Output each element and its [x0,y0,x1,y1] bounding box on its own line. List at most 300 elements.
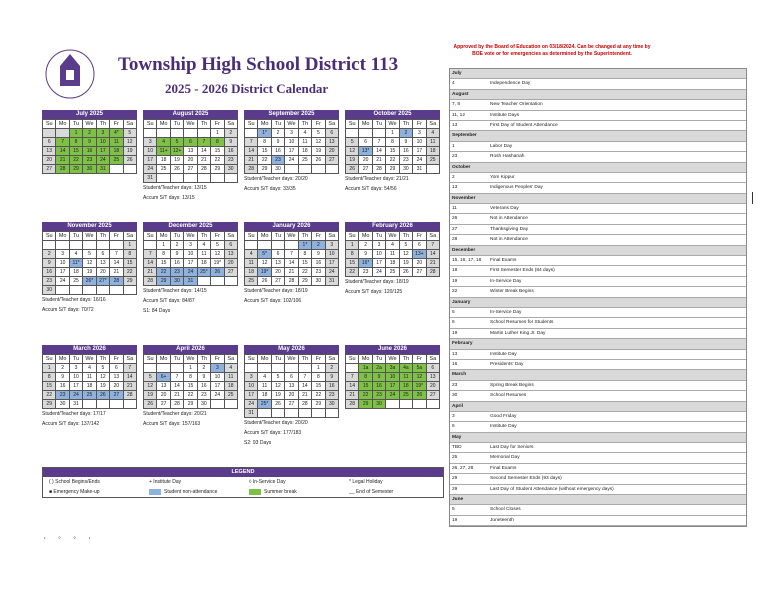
day-cell: 19 [346,156,359,165]
weekday-header: Mo [157,232,170,241]
day-cell: 7 [171,373,184,382]
day-cell [272,364,285,373]
district-logo [44,48,96,100]
weekday-header: Fr [312,355,325,364]
day-cell: 29 [157,277,170,286]
weekday-header: Su [245,232,258,241]
day-cell: 2 [359,241,372,250]
day-cell: 14 [144,259,157,268]
day-cell: 10 [386,373,399,382]
day-cell: 14 [373,147,386,156]
day-cell: 8 [184,373,197,382]
weekday-header: We [285,232,298,241]
day-cell: 3 [245,373,258,382]
day-cell [245,129,258,138]
day-cell: 21 [373,156,386,165]
day-cell [97,400,110,409]
day-cell: 26 [211,268,224,277]
event-description: School Resumes for Students [490,320,554,326]
weekday-header: Sa [326,355,339,364]
day-cell: 18 [83,382,96,391]
day-cell: 3 [70,364,83,373]
events-month-header: August [450,90,746,100]
day-cell: 8 [43,373,56,382]
stat-line: Accum S/T days: 13/15 [143,195,195,201]
month-grid [42,119,137,174]
weekday-header: Su [144,120,157,129]
day-cell: 3 [144,138,157,147]
month-calendar [345,110,440,174]
weekday-header: Sa [124,232,137,241]
legend-summer-label: Summer break [264,489,297,495]
weekday-header: Th [400,355,413,364]
event-description: New Teacher Orientation [490,102,543,108]
day-cell: 20 [157,391,170,400]
day-cell: 12 [312,138,325,147]
event-date: 13 [452,122,458,128]
day-cell: 7 [346,373,359,382]
event-description: Veterans Day [490,206,519,212]
day-cell: 29 [312,400,325,409]
weekday-header: Fr [211,232,224,241]
day-cell: 26 [124,156,137,165]
stat-line: Accum S/T days: 70/72 [42,307,94,313]
day-cell: 14 [56,147,69,156]
weekday-header: Mo [157,355,170,364]
weekday-header: We [386,232,399,241]
day-cell: 15 [70,147,83,156]
legend-emergency: ■ Emergency Make-up [49,489,100,495]
event-date: 5 [452,309,455,315]
day-cell: 6 [413,241,426,250]
day-cell: 24 [70,391,83,400]
day-cell: 6 [285,373,298,382]
weekday-header: Th [400,232,413,241]
day-cell: 18 [299,147,312,156]
event-row [450,111,746,121]
day-cell: 4 [258,373,271,382]
day-cell: 25 [83,391,96,400]
event-date: 6 [452,320,455,326]
day-cell: 30 [171,277,184,286]
weekday-header: Sa [225,232,238,241]
day-cell: 16 [326,382,339,391]
day-cell [272,241,285,250]
event-description: Institute Day [490,351,517,357]
stat-line: Accum S/T days: 33/35 [244,186,296,192]
day-cell [258,241,271,250]
page-title: Township High School District 113 [118,54,399,75]
day-cell: 12 [97,373,110,382]
weekday-header: Mo [258,355,271,364]
day-cell: 30 [198,400,211,409]
weekday-header: Th [299,232,312,241]
weekday-header: Tu [70,232,83,241]
day-cell: 19 [83,268,96,277]
day-cell [427,165,440,174]
day-cell: 16 [272,147,285,156]
day-cell: 24 [144,165,157,174]
day-cell: 21 [346,391,359,400]
event-description: Good Friday [490,413,517,419]
day-cell: 12 [124,138,137,147]
day-cell: 11 [83,373,96,382]
month-calendar [143,110,238,183]
day-cell: 15 [299,259,312,268]
event-description: Institute Days [490,112,520,118]
day-cell [225,174,238,183]
event-date: 23 [452,154,458,160]
day-cell: 28 [299,400,312,409]
event-description: Institute Day [490,424,517,430]
day-cell [225,400,238,409]
day-cell: 1a [359,364,372,373]
month-grid [345,119,440,174]
day-cell: 1 [43,364,56,373]
day-cell: 7 [299,373,312,382]
day-cell: 21 [171,391,184,400]
day-cell [346,364,359,373]
event-row [450,318,746,328]
day-cell [299,165,312,174]
weekday-header: Th [198,120,211,129]
day-cell: 15 [211,147,224,156]
event-date: 26, 27, 28 [452,465,474,471]
event-description: First Semester Ends (84 days) [490,268,555,274]
day-cell: 15 [386,147,399,156]
event-row [450,256,746,266]
day-cell: 13* [359,147,372,156]
event-date: 19 [452,517,458,523]
event-row [450,412,746,422]
day-cell: 7 [373,138,386,147]
day-cell: 26 [346,165,359,174]
day-cell: 18 [198,259,211,268]
event-row [450,183,746,193]
day-cell: 5 [400,241,413,250]
stat-line: Student/Teacher days: 18/19 [345,279,409,285]
day-cell: 22 [184,391,197,400]
day-cell: 20 [43,156,56,165]
day-cell: 25* [258,400,271,409]
event-description: School Resumes [490,393,527,399]
day-cell [184,129,197,138]
approval-note: Approved by the Board of Education on 03/18/2024. Can be changed at any time by BOE vote or for emergencies as determined by the Superintendent. [453,44,651,57]
weekday-header: Sa [326,120,339,129]
month-grid [244,119,339,174]
event-date: 13 [452,351,458,357]
day-cell: 5 [171,138,184,147]
day-cell: 14 [245,147,258,156]
day-cell: 15 [359,382,372,391]
event-date: 27 [452,226,458,232]
day-cell [144,364,157,373]
event-row [450,453,746,463]
day-cell: 11 [198,250,211,259]
day-cell: 16 [83,147,96,156]
day-cell [285,241,298,250]
day-cell: 25 [299,156,312,165]
day-cell: 6 [110,364,123,373]
event-row [450,266,746,276]
stat-line: Accum S/T days: 54/56 [345,186,397,192]
month-calendar [143,345,238,409]
day-cell: 17 [386,382,399,391]
day-cell [386,400,399,409]
day-cell: 27 [272,277,285,286]
weekday-header: Mo [258,120,271,129]
day-cell [144,129,157,138]
day-cell: 13 [97,259,110,268]
weekday-header: Fr [110,355,123,364]
day-cell: 21 [110,268,123,277]
day-cell [299,364,312,373]
day-cell [211,174,224,183]
day-cell: 3 [211,364,224,373]
event-date: 11, 12 [452,112,465,118]
month-grid [42,231,137,295]
day-cell: 8 [211,138,224,147]
month-grid [143,231,238,286]
event-description: Spring Break Begins [490,382,534,388]
month-stats [143,286,207,316]
stat-line: Student/Teacher days: 20/21 [143,411,207,417]
weekday-header: Sa [124,120,137,129]
month-title: January 2026 [244,222,339,231]
legend-school-begins: ( ) School Begins/Ends [49,479,100,485]
day-cell: 20 [326,147,339,156]
day-cell: 3 [373,241,386,250]
day-cell: 31 [70,400,83,409]
month-calendar [42,222,137,295]
day-cell: 21 [56,156,69,165]
day-cell: 10 [413,138,426,147]
weekday-header: Tu [272,232,285,241]
day-cell: 7 [56,138,69,147]
day-cell: 4a [400,364,413,373]
weekday-header: Mo [359,232,372,241]
day-cell: 4 [198,241,211,250]
day-cell: 19 [400,259,413,268]
day-cell: 18 [245,268,258,277]
day-cell: 9 [400,138,413,147]
day-cell [70,241,83,250]
day-cell: 5 [97,364,110,373]
weekday-header: Sa [427,232,440,241]
day-cell: 20 [110,382,123,391]
weekday-header: Fr [110,120,123,129]
day-cell: 11 [110,138,123,147]
day-cell [184,174,197,183]
event-description: Yom Kippur [490,174,515,180]
day-cell: 11* [70,259,83,268]
weekday-header: Th [299,355,312,364]
day-cell: 28 [56,165,69,174]
event-description: Juneteenth [490,517,514,523]
stat-line: Accum S/T days: 137/142 [42,421,100,427]
day-cell: 11 [258,382,271,391]
day-cell: 10 [184,250,197,259]
events-month-header: March [450,370,746,380]
day-cell: 10 [211,373,224,382]
day-cell: 23 [171,268,184,277]
day-cell: 10 [144,147,157,156]
day-cell: 24 [373,268,386,277]
weekday-header: Tu [171,355,184,364]
day-cell: 23 [359,268,372,277]
day-cell: 26 [97,391,110,400]
month-grid [143,354,238,409]
day-cell: 16 [56,382,69,391]
day-cell: 2 [272,129,285,138]
day-cell: 20 [97,268,110,277]
month-stats [42,409,106,429]
day-cell: 2 [326,364,339,373]
day-cell [258,364,271,373]
event-date: 7, 8 [452,102,461,108]
day-cell: 21 [245,156,258,165]
day-cell [83,241,96,250]
day-cell: 17 [211,382,224,391]
legend-non-attendance [143,487,243,497]
day-cell: 30 [43,286,56,295]
day-cell [157,129,170,138]
stat-line: Accum S/T days: 120/125 [345,289,403,295]
events-month-header: February [450,339,746,349]
day-cell: 5 [144,373,157,382]
day-cell: 31 [144,174,157,183]
event-description: Memorial Day [490,455,520,461]
day-cell: 27* [97,277,110,286]
event-description: Thanksgiving Day [490,226,529,232]
stat-line: Accum S/T days: 157/163 [143,421,201,427]
weekday-header: Mo [157,120,170,129]
day-cell: 27 [413,268,426,277]
month-calendar [244,222,339,286]
day-cell: 11 [225,373,238,382]
day-cell: 23 [198,391,211,400]
legend-in-service: ◊ In-Service Day [249,479,286,485]
weekday-header: We [83,120,96,129]
day-cell: 22 [70,156,83,165]
day-cell: 10 [70,373,83,382]
day-cell: 4 [157,138,170,147]
day-cell: 8 [124,250,137,259]
day-cell: 14 [299,382,312,391]
day-cell: 30 [225,165,238,174]
month-stats [244,418,308,448]
stat-line: Student/Teacher days: 20/20 [244,420,308,426]
day-cell [285,364,298,373]
weekday-header: Su [43,120,56,129]
day-cell: 24 [386,391,399,400]
day-cell: 12 [258,259,271,268]
month-calendar [244,345,339,418]
day-cell: 5 [272,373,285,382]
weekday-header: Su [245,120,258,129]
day-cell: 19 [144,391,157,400]
day-cell: 7 [427,241,440,250]
day-cell: 7 [245,138,258,147]
day-cell: 24 [184,268,197,277]
day-cell [285,165,298,174]
day-cell: 29 [211,165,224,174]
day-cell: 6 [97,250,110,259]
day-cell [198,129,211,138]
day-cell: 22 [386,156,399,165]
day-cell: 12 [211,250,224,259]
day-cell: 19* [258,268,271,277]
day-cell [312,165,325,174]
day-cell: 3 [413,129,426,138]
day-cell [56,286,69,295]
weekday-header: We [83,232,96,241]
month-grid [244,354,339,418]
day-cell: 23 [400,156,413,165]
day-cell: 18 [386,259,399,268]
weekday-header: Tu [272,355,285,364]
day-cell: 4* [110,129,123,138]
weekday-header: Fr [211,120,224,129]
page-subtitle: 2025 - 2026 District Calendar [165,81,329,96]
day-cell: 4 [299,129,312,138]
weekday-header: Mo [359,120,372,129]
day-cell: 23 [326,391,339,400]
event-row [450,443,746,453]
day-cell: 14 [427,250,440,259]
day-cell [97,286,110,295]
day-cell [225,277,238,286]
day-cell: 14 [124,373,137,382]
day-cell: 13 [110,373,123,382]
stat-line: Student/Teacher days: 13/15 [143,185,207,191]
day-cell: 4 [245,250,258,259]
day-cell [157,174,170,183]
day-cell: 24 [97,156,110,165]
weekday-header: We [184,120,197,129]
event-row [450,225,746,235]
day-cell: 11+ [157,147,170,156]
day-cell: 20 [285,391,298,400]
day-cell: 24 [326,268,339,277]
legend-end-semester: __ End of Semester [349,489,394,495]
day-cell: 23 [43,277,56,286]
day-cell: 20 [413,259,426,268]
day-cell: 11 [299,138,312,147]
day-cell: 17 [413,147,426,156]
weekday-header: We [285,355,298,364]
day-cell: 8 [299,250,312,259]
day-cell: 30 [326,400,339,409]
event-row [450,277,746,287]
month-calendar [42,110,137,174]
day-cell: 22 [258,156,271,165]
event-description: In-Service Day [490,278,522,284]
day-cell: 13 [272,259,285,268]
day-cell: 1 [124,241,137,250]
day-cell: 10 [56,259,69,268]
day-cell: 22 [312,391,325,400]
day-cell: 20 [272,268,285,277]
day-cell: 30 [312,277,325,286]
text-cursor [752,192,753,204]
weekday-header: Su [346,355,359,364]
day-cell [413,400,426,409]
day-cell: 22 [43,391,56,400]
day-cell: 22 [346,268,359,277]
day-cell: 2 [171,241,184,250]
month-calendar [143,222,238,286]
